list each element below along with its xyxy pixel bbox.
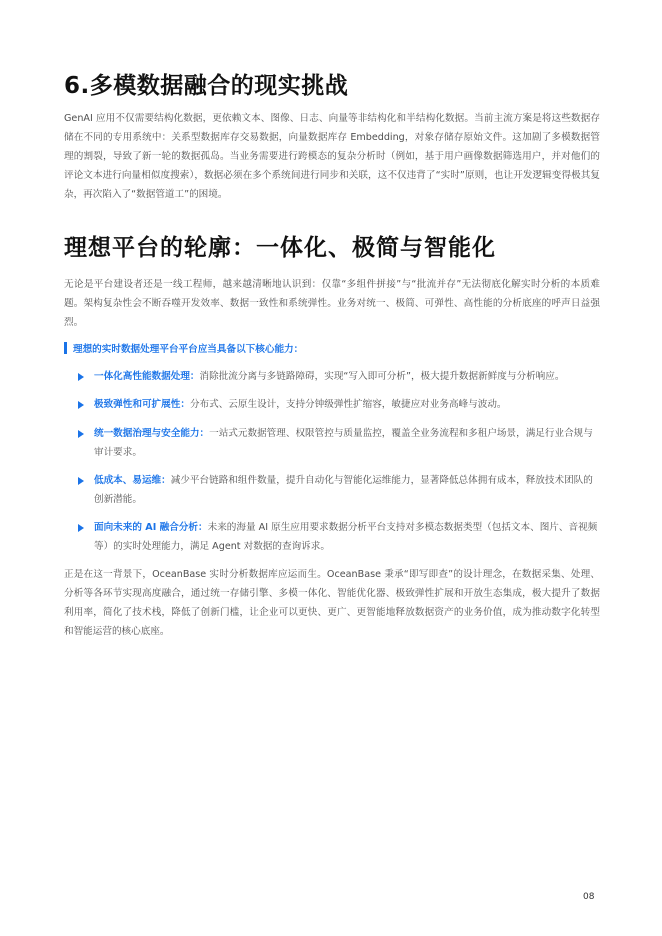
section-paragraph-challenges: GenAI 应用不仅需要结构化数据，更依赖文本、图像、日志、向量等非结构化和半结构化数据。当前主流方案是将这些数据存储在不同的专用系统中：关系型数据库存交易数据，向量数据库存 Embedding，对象存储存原始文件。这加剧了多模数据管理的割裂，导致了新一轮的数据孤岛。当业务需要进行跨模态的复杂分析时（例如，基于用户画像数据筛选用户，并对他们的评论文本进行向量相似度搜索），数据必须在多个系统间进行同步和关联，这不仅违背了“实时”原则，也让开发逻辑变得极其复杂，再次陷入了“数据管道工”的困境。 (64, 113, 600, 200)
triangle-right-icon (78, 477, 84, 485)
section-heading-ideal-platform: 理想平台的轮廓：一体化、极简与智能化 (64, 235, 496, 261)
list-item (78, 367, 600, 386)
list-item-text: 未来的海量 AI 原生应用要求数据分析平台支持对多模态数据类型（包括文本、图片、音视频等）的实时处理能力，满足 Agent 对数据的查询诉求。 (94, 522, 598, 552)
list-item-title: 一体化高性能数据处理： (94, 371, 200, 382)
list-item (78, 424, 600, 462)
closing-paragraph: 正是在这一背景下，OceanBase 实时分析数据库应运而生。OceanBase 秉承“即写即查”的设计理念，在数据采集、处理、分析等各环节实现高度融合，通过统一存储引擎、多模一体化、智能优化器、极致弹性扩展和开放生态集成，极大提升了数据利用率，简化了技术栈，降低了创新门槛，让企业可以更快、更广、更智能地释放数据资产的业务价值，成为推动数字化转型和智能运营的核心底座。 (64, 569, 600, 637)
triangle-right-icon (78, 373, 84, 381)
section-heading-challenges: 6.多模数据融合的现实挑战 (64, 73, 349, 99)
list-item-text: 减少平台链路和组件数量，提升自动化与智能化运维能力，显著降低总体拥有成本，释放技术团队的创新潜能。 (94, 475, 593, 505)
capabilities-callout (64, 340, 303, 356)
list-item-title: 低成本、易运维： (94, 475, 171, 486)
section-intro-paragraph: 无论是平台建设者还是一线工程师，越来越清晰地认识到：仅靠“多组件拼接”与“批流并存”无法彻底化解实时分析的本质难题。架构复杂性会不断吞噬开发效率、数据一致性和系统弹性。业务对统一、极简、可弹性、高性能的分析底座的呼声日益强烈。 (64, 279, 600, 328)
list-item (78, 471, 600, 509)
list-item-text: 一站式元数据管理、权限管控与质量监控，覆盖全业务流程和多租户场景，满足行业合规与审计要求。 (94, 428, 593, 458)
vertical-bar-icon (64, 342, 67, 354)
list-item (78, 395, 600, 414)
list-item-text: 分布式、云原生设计，支持分钟级弹性扩缩容，敏捷应对业务高峰与波动。 (189, 399, 507, 410)
callout-text: 理想的实时数据处理平台平台应当具备以下核心能力： (73, 344, 304, 355)
list-item-title: 极致弹性和可扩展性： (94, 399, 190, 410)
page-number: 08 (583, 892, 595, 902)
triangle-right-icon (78, 430, 84, 438)
list-item-title: 统一数据治理与安全能力： (94, 428, 210, 439)
triangle-right-icon (78, 401, 84, 409)
capabilities-list (78, 367, 600, 565)
list-item (78, 518, 600, 556)
triangle-right-icon (78, 524, 84, 532)
list-item-text: 消除批流分离与多链路障碍，实现“写入即可分析”，极大提升数据新鲜度与分析响应。 (199, 371, 565, 382)
list-item-title: 面向未来的 AI 融合分析： (94, 522, 208, 533)
